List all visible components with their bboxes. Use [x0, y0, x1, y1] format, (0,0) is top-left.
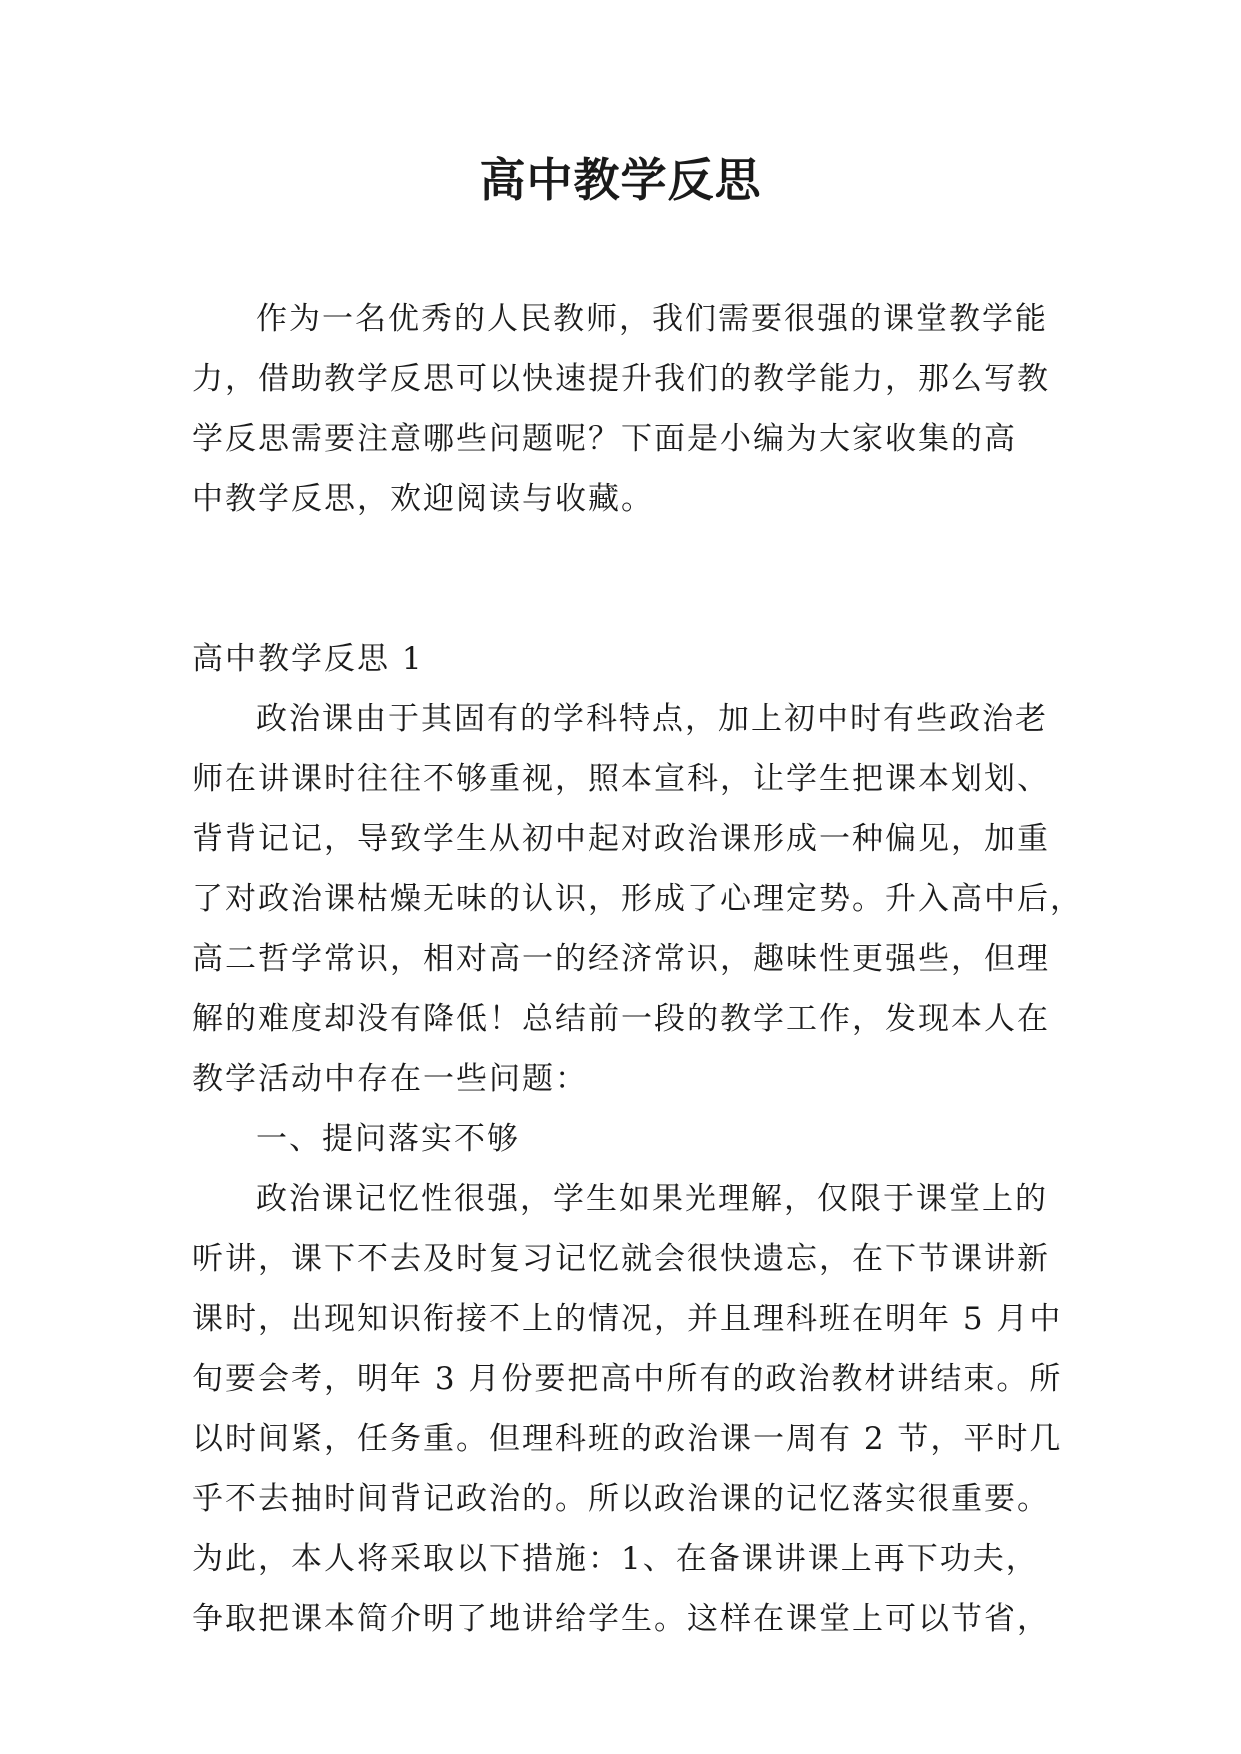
section-heading: 高中教学反思 1 [192, 641, 424, 677]
paragraph-line: 政治课由于其固有的学科特点，加上初中时有些政治老 [256, 701, 1048, 737]
paragraph-line: 以时间紧，任务重。但理科班的政治课一周有 2 节，平时几 [192, 1421, 1063, 1457]
spacer [192, 529, 1052, 629]
intro-line: 学反思需要注意哪些问题呢？下面是小编为大家收集的高 [192, 421, 1017, 457]
paragraph-line: 了对政治课枯燥无味的认识，形成了心理定势。升入高中后， [192, 881, 1083, 917]
paragraph-line: 课时，出现知识衔接不上的情况，并且理科班在明年 5 月中 [192, 1301, 1063, 1337]
paragraph-line: 听讲，课下不去及时复习记忆就会很快遗忘，在下节课讲新 [192, 1241, 1050, 1277]
paragraph-2 [192, 1169, 1063, 1649]
paragraph-1 [192, 689, 1083, 1109]
paragraph-line: 旬要会考，明年 3 月份要把高中所有的政治教材讲结束。所 [192, 1361, 1063, 1397]
intro-line: 力，借助教学反思可以快速提升我们的教学能力，那么写教 [192, 361, 1050, 397]
intro-line: 作为一名优秀的人民教师，我们需要很强的课堂教学能 [256, 301, 1048, 337]
paragraph-line: 解的难度却没有降低！总结前一段的教学工作，发现本人在 [192, 1001, 1050, 1037]
paragraph-line: 高二哲学常识，相对高一的经济常识，趣味性更强些，但理 [192, 941, 1050, 977]
subheading: 一、提问落实不够 [256, 1121, 520, 1157]
paragraph-line: 乎不去抽时间背记政治的。所以政治课的记忆落实很重要。 [192, 1481, 1050, 1517]
paragraph-line: 为此，本人将采取以下措施：1、在备课讲课上再下功夫， [192, 1541, 1039, 1577]
page-title: 高中教学反思 [479, 153, 762, 207]
paragraph-line: 师在讲课时往往不够重视，照本宣科，让学生把课本划划、 [192, 761, 1050, 797]
paragraph-line: 争取把课本简介明了地讲给学生。这样在课堂上可以节省， [192, 1601, 1050, 1637]
paragraph-line: 背背记记，导致学生从初中起对政治课形成一种偏见，加重 [192, 821, 1050, 857]
paragraph-line: 教学活动中存在一些问题： [192, 1061, 588, 1097]
intro-line: 中教学反思，欢迎阅读与收藏。 [192, 481, 654, 517]
intro-paragraph [192, 289, 1052, 529]
paragraph-line: 政治课记忆性很强，学生如果光理解，仅限于课堂上的 [256, 1181, 1048, 1217]
document-body [192, 289, 1083, 1649]
